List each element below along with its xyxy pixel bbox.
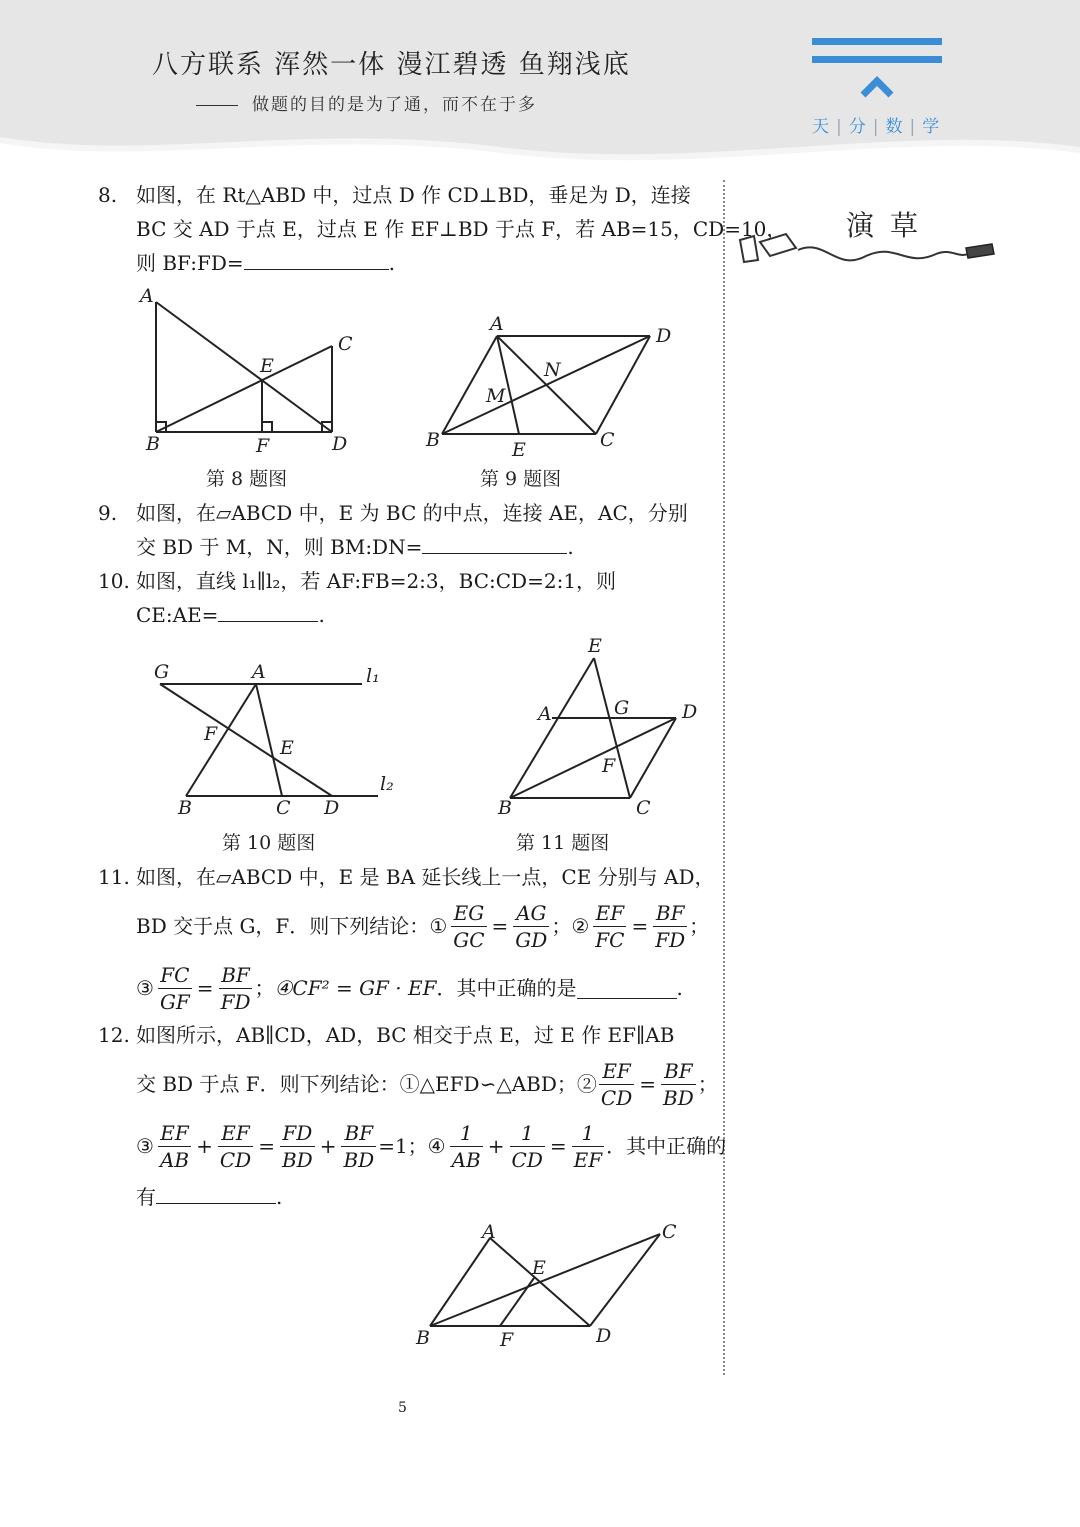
figure-10 — [146, 654, 406, 828]
figure-9 — [420, 310, 690, 464]
point-label: B — [426, 429, 440, 451]
chevron-up-icon — [860, 76, 894, 98]
point-label: G — [154, 661, 170, 683]
question-9 — [98, 496, 713, 564]
answer-blank[interactable] — [422, 532, 567, 554]
question-12 — [98, 1018, 727, 1214]
point-label: C — [662, 1221, 677, 1243]
question-formula: 交 BD 于点 F．则下列结论：①△EFD∽△ABD；② $\frac{EF}{CD}$ = $\frac{BF}{BD}$ ； — [136, 1058, 718, 1110]
question-text: 如图，在 Rt△ABD 中，过点 D 作 CD⊥BD，垂足为 D，连接 — [136, 183, 691, 207]
point-label: B — [146, 433, 160, 455]
point-label: F — [204, 723, 218, 745]
question-text: 有 . — [136, 1180, 713, 1214]
line-label: l₁ — [366, 665, 380, 687]
answer-blank[interactable] — [218, 600, 318, 622]
question-text: 如图，在▱ABCD 中，E 是 BA 延长线上一点，CE 分别与 AD， — [136, 865, 715, 889]
brand-bar-bottom — [812, 56, 942, 63]
figure-12 — [410, 1216, 690, 1360]
figure-10-caption: 第 10 题图 — [222, 832, 316, 854]
figure-9-caption: 第 9 题图 — [480, 468, 562, 490]
question-text: 交 BD 于 M，N，则 BM:DN= . — [136, 530, 713, 564]
figure-11-caption: 第 11 题图 — [516, 832, 610, 854]
point-label: E — [260, 355, 274, 377]
question-11 — [98, 860, 713, 1016]
line-label: l₂ — [380, 773, 394, 795]
point-label: E — [512, 439, 526, 460]
point-label: A — [482, 1221, 496, 1243]
question-text: BC 交 AD 于点 E，过点 E 作 EF⊥BD 于点 F，若 AB=15，CD=10， — [136, 217, 787, 241]
point-label: C — [338, 333, 353, 355]
point-label: F — [256, 435, 270, 457]
question-10 — [98, 564, 713, 632]
point-label: D — [682, 701, 698, 723]
page-number: 5 — [398, 1400, 407, 1416]
point-label: B — [416, 1327, 430, 1349]
question-number: 10. — [98, 569, 130, 593]
answer-blank[interactable] — [244, 248, 389, 270]
question-formula: ③ $\frac{EF}{AB}$ + $\frac{EF}{CD}$ = $\frac{FD}{BD}$ + $\frac{BF}{BD}$ =1 ； ④ $\frac{1}{AB}$ + $\frac{1}{CD}$ = $\frac{1}{EF}$ ．其中正确的 — [136, 1120, 727, 1172]
point-label: C — [276, 797, 291, 819]
answer-blank[interactable] — [156, 1182, 276, 1204]
question-number: 12. — [98, 1023, 130, 1047]
figure-11 — [490, 632, 710, 826]
point-label: A — [140, 285, 154, 307]
question-number: 11. — [98, 865, 130, 889]
question-text: 如图所示，AB∥CD，AD，BC 相交于点 E，过 E 作 EF∥AB — [136, 1023, 675, 1047]
question-8 — [98, 178, 787, 280]
point-label: A — [490, 313, 504, 335]
question-formula: BD 交于点 G，F．则下列结论： ① $\frac{EG}{GC}$ = $\frac{AG}{GD}$ ； ② $\frac{EF}{FC}$ = $\frac{BF}{FD}$ ； — [136, 900, 710, 952]
point-label: D — [324, 797, 340, 819]
question-number: 9. — [98, 501, 118, 525]
answer-blank[interactable] — [577, 977, 677, 999]
point-label: C — [636, 797, 651, 819]
point-label: E — [588, 635, 602, 657]
question-text: 则 BF:FD= . — [136, 246, 713, 280]
point-label: E — [532, 1257, 546, 1279]
header-motto: 做题的目的是为了通，而不在于多 — [196, 90, 537, 115]
question-number: 8. — [98, 183, 118, 207]
point-label: G — [614, 697, 630, 719]
question-text: 如图，在▱ABCD 中，E 为 BC 的中点，连接 AE，AC，分别 — [136, 501, 688, 525]
point-label: M — [486, 385, 506, 407]
question-text: 如图，直线 l₁∥l₂，若 AF:FB=2:3，BC:CD=2:1，则 — [136, 569, 617, 593]
figure-8 — [136, 284, 366, 463]
point-label: E — [280, 737, 294, 759]
brand-name: 天 | 分 | 数 | 学 — [812, 117, 940, 137]
brand-bar-top — [812, 38, 942, 45]
header-slogan: 八方联系 浑然一体 漫江碧透 鱼翔浅底 — [152, 50, 631, 80]
point-label: C — [600, 429, 615, 451]
header-band — [0, 0, 1080, 180]
point-label: A — [538, 703, 552, 725]
point-label: F — [602, 755, 616, 777]
point-label: D — [332, 433, 348, 455]
draft-area-title: 演草 — [846, 209, 935, 242]
point-label: B — [178, 797, 192, 819]
figure-8-caption: 第 8 题图 — [206, 468, 288, 490]
point-label: F — [500, 1329, 514, 1351]
column-divider — [723, 180, 725, 1375]
point-label: A — [252, 661, 266, 683]
point-label: B — [498, 797, 512, 819]
question-formula: ③ $\frac{FC}{GF}$ = $\frac{BF}{FD}$ ； ④CF² = GF · EF ．其中正确的是 . — [136, 962, 683, 1014]
point-label: D — [596, 1325, 612, 1347]
point-label: D — [656, 325, 672, 347]
point-label: N — [544, 359, 561, 381]
question-text: CE:AE= . — [136, 598, 713, 632]
